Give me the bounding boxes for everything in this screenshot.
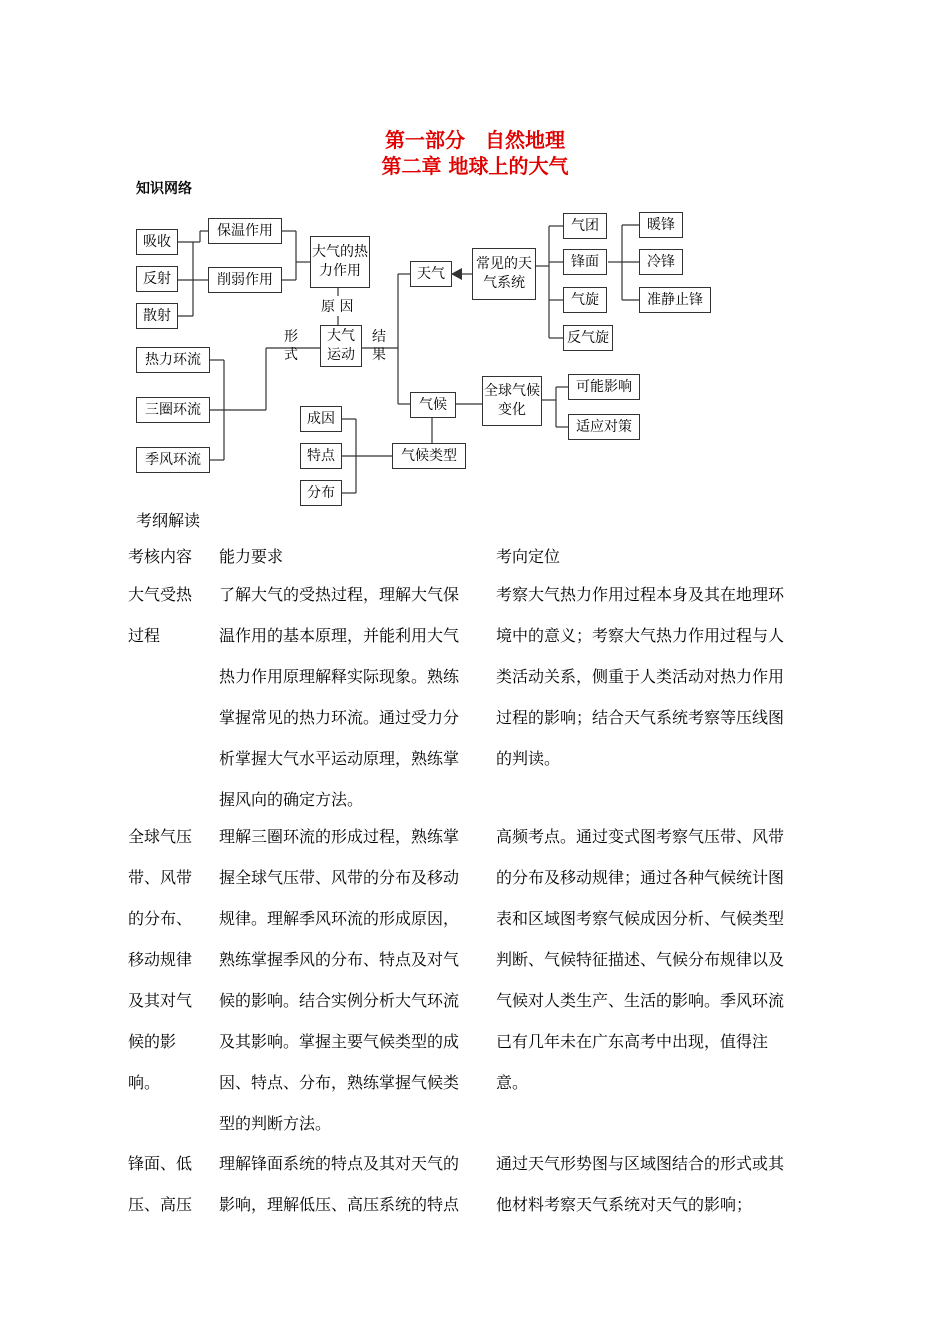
table-header bbox=[0, 536, 950, 577]
weather-box: 天气 bbox=[410, 261, 452, 287]
scatter-box: 散射 bbox=[136, 303, 178, 329]
syllabus-label: 考纲解读 bbox=[136, 511, 201, 530]
row-content: 大气受热过程 bbox=[128, 585, 193, 645]
global-change-box: 全球气候变化 bbox=[482, 376, 542, 426]
form-label: 形式 bbox=[284, 329, 298, 363]
network-label: 知识网络 bbox=[136, 181, 192, 197]
reflect-box: 反射 bbox=[136, 266, 178, 292]
front-box: 锋面 bbox=[563, 249, 607, 275]
monsoon-circulation-box: 季风环流 bbox=[136, 447, 210, 473]
row-ability: 理解锋面系统的特点及其对天气的影响，理解低压、高压系统的特点 bbox=[219, 1154, 460, 1214]
header-direction: 考向定位 bbox=[496, 547, 561, 566]
countermeasures-box: 适应对策 bbox=[568, 414, 640, 440]
part-title: 第一部分 自然地理 bbox=[385, 128, 565, 152]
cause-label: 原 因 bbox=[321, 299, 354, 315]
header-ability: 能力要求 bbox=[219, 547, 284, 566]
row-content: 锋面、低压、高压 bbox=[128, 1154, 193, 1214]
absorb-box: 吸收 bbox=[136, 229, 178, 255]
weather-system-box: 常见的天气系统 bbox=[472, 248, 536, 300]
row-ability: 理解三圈环流的形成过程，熟练掌握全球气压带、风带的分布及移动规律。理解季风环流的形成原因，熟练掌握季风的分布、特点及对气候的影响。结合实例分析大气环流及其影响。掌握主要气候类型的成因、特点、分布，熟练掌握气候类型的判断方法。 bbox=[219, 827, 460, 1133]
warm-front-box: 暖锋 bbox=[639, 212, 683, 238]
row-ability: 了解大气的受热过程，理解大气保温作用的基本原理，并能利用大气热力作用原理解释实际现象。熟练掌握常见的热力环流。通过受力分析掌握大气水平运动原理，熟练掌握风向的确定方法。 bbox=[219, 585, 460, 809]
formation-box: 成因 bbox=[300, 406, 342, 432]
result-label: 结果 bbox=[372, 329, 386, 363]
distribution-box: 分布 bbox=[300, 480, 342, 506]
motion-box: 大气运动 bbox=[320, 325, 362, 367]
climate-box: 气候 bbox=[410, 392, 456, 418]
chapter-title: 第二章 地球上的大气 bbox=[381, 154, 569, 178]
header-content: 考核内容 bbox=[128, 547, 193, 566]
cyclone-box: 气旋 bbox=[563, 287, 607, 313]
thermal-box: 大气的热力作用 bbox=[310, 236, 370, 288]
row-content: 全球气压带、风带的分布、移动规律及其对气候的影响。 bbox=[128, 827, 193, 1092]
three-cell-circulation-box: 三圈环流 bbox=[136, 397, 210, 423]
climate-types-box: 气候类型 bbox=[392, 443, 466, 469]
row-direction: 高频考点。通过变式图考察气压带、风带的分布及移动规律；通过各种气候统计图表和区域图考察气候成因分析、气候类型判断、气候特征描述、气候分布规律以及气候对人类生产、生活的影响。季风环流已有几年未在广东高考中出现，值得注意。 bbox=[496, 827, 785, 1092]
insulation-box: 保温作用 bbox=[208, 218, 282, 244]
cold-front-box: 冷锋 bbox=[639, 249, 683, 275]
thermal-circulation-box: 热力环流 bbox=[136, 347, 210, 373]
row-direction: 通过天气形势图与区域图结合的形式或其他材料考察天气系统对天气的影响； bbox=[496, 1154, 785, 1214]
possible-impact-box: 可能影响 bbox=[568, 374, 640, 400]
features-box: 特点 bbox=[300, 443, 342, 469]
anticyclone-box: 反气旋 bbox=[563, 325, 613, 351]
stationary-front-box: 准静止锋 bbox=[639, 287, 711, 313]
air-mass-box: 气团 bbox=[563, 213, 607, 239]
row-direction: 考察大气热力作用过程本身及其在地理环境中的意义；考察大气热力作用过程与人类活动关系，侧重于人类活动对热力作用过程的影响；结合天气系统考察等压线图的判读。 bbox=[496, 585, 785, 768]
weakening-box: 削弱作用 bbox=[208, 267, 282, 293]
